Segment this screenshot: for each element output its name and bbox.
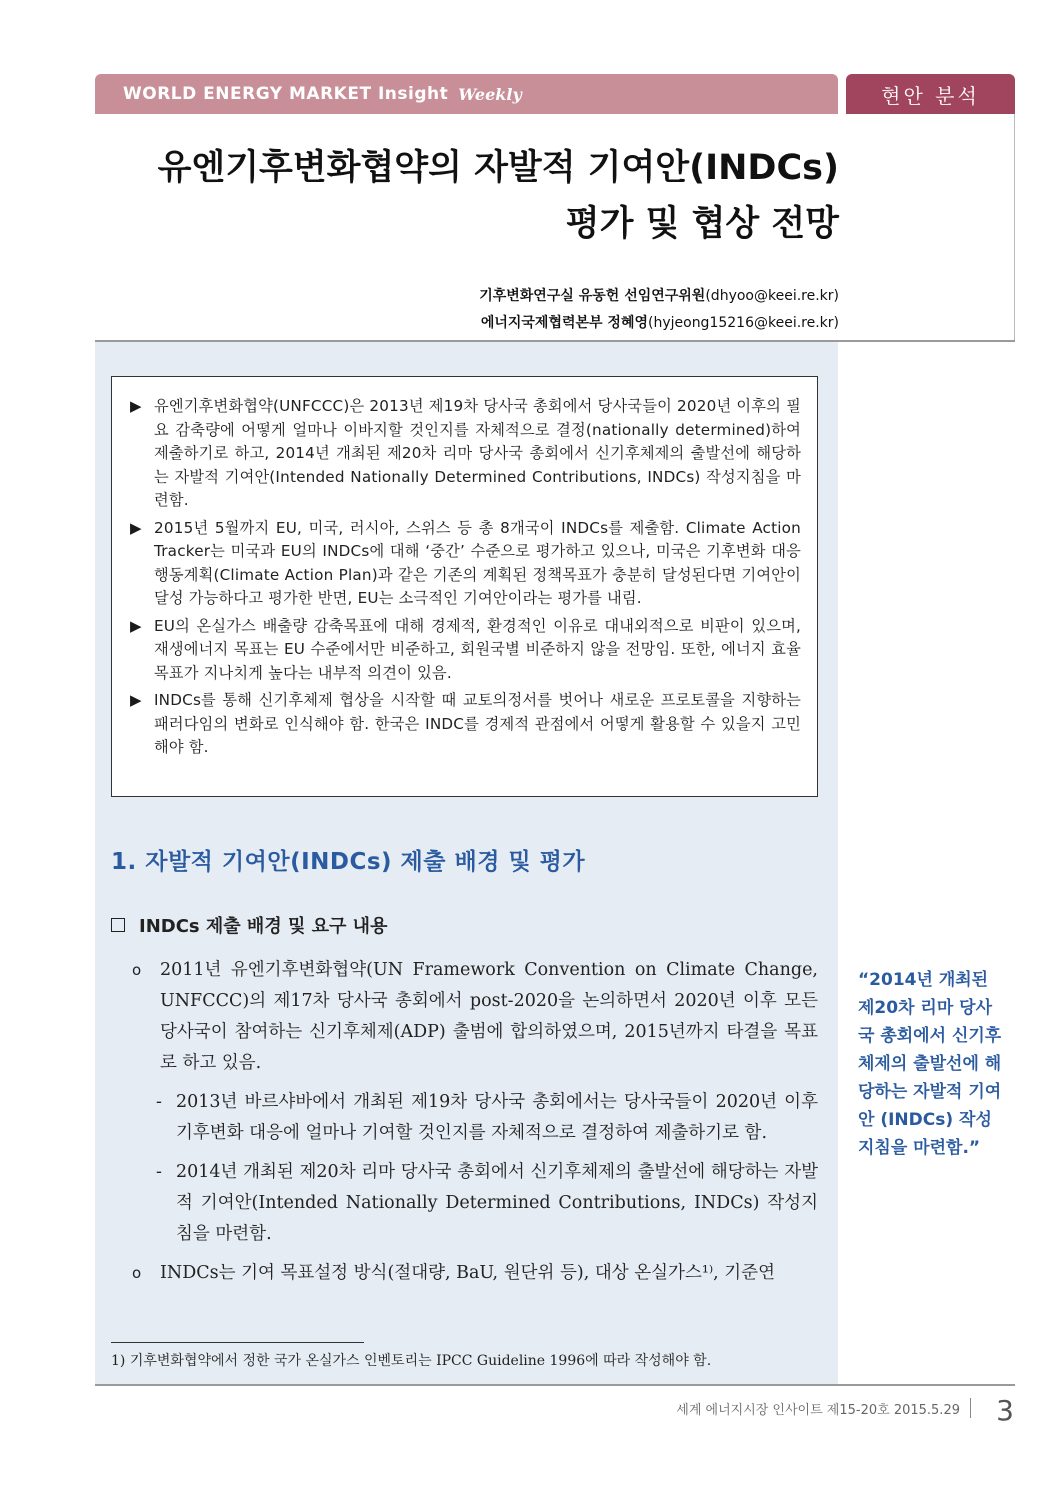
- title-line-1: 유엔기후변화협약의 자발적 기여안(INDCs): [157, 148, 839, 188]
- dash-bullet-icon: -: [156, 1092, 162, 1112]
- triangle-bullet-icon: ▶: [130, 691, 142, 709]
- body-bullet-text: 2011년 유엔기후변화협약(UN Framework Convention on Climate Change, UNFCCC)의 제17차 당사국 총회에서 post-2020을 논의하면서 2020년 이후 모든 당사국이 참여하는 신기후체제(ADP) 출범에 합의하였으며, 2015년까지 타결을 목표로 하고 있음.: [160, 960, 818, 1073]
- section-tab: 현안 분석: [846, 74, 1015, 114]
- footer-separator: [970, 1398, 971, 1418]
- author-2: [479, 310, 839, 337]
- author-2-email: (hyjeong15216@keei.re.kr): [648, 315, 839, 331]
- body-text: [132, 955, 818, 1289]
- brand-weekly: Weekly: [458, 84, 522, 104]
- circle-bullet-icon: o: [132, 961, 142, 979]
- body-sub-bullet: [156, 1087, 818, 1149]
- pull-quote: “2014년 개최된 제20차 리마 당사국 총회에서 신기후체제의 출발선에 해당하는 자발적 기여안 (INDCs) 작성지침을 마련함.”: [858, 970, 1002, 1158]
- body-sub-bullet: [156, 1157, 818, 1250]
- body-bullet: [132, 955, 818, 1079]
- triangle-bullet-icon: ▶: [130, 616, 142, 635]
- section-heading: 1. 자발적 기여안(INDCs) 제출 배경 및 평가: [111, 849, 586, 875]
- triangle-bullet-icon: ▶: [130, 518, 142, 537]
- author-1-name: 기후변화연구실 유동헌 선임연구위원: [479, 288, 706, 304]
- summary-text: 2015년 5월까지 EU, 미국, 러시아, 스위스 등 총 8개국이 INDCs를 제출함. Climate Action Tracker는 미국과 EU의 INDCs에 대해 ‘중간’ 수준으로 평가하고 있으나, 미국은 기후변화 대응 행동계획(Climate Action Plan)과 같은 기존의 계획된 정책목표가 충분히 달성된다면 기여안이 달성 가능하다고 평가한 반면, EU는 소극적인 기여안이라는 평가를 내림.: [154, 518, 801, 607]
- summary-item: [130, 517, 801, 611]
- body-sub-text: 2014년 개최된 제20차 리마 당사국 총회에서 신기후체제의 출발선에 해당하는 자발적 기여안(Intended Nationally Determined Contributions, INDCs) 작성지침을 마련함.: [176, 1162, 818, 1244]
- body-bullet-text: INDCs는 기여 목표설정 방식(절대량, BaU, 원단위 등), 대상 온실가스¹⁾, 기준연: [160, 1263, 775, 1283]
- summary-text: EU의 온실가스 배출량 감축목표에 대해 경제적, 환경적인 이유로 대내외적으로 비판이 있으며, 재생에너지 목표는 EU 수준에서만 비준하고, 회원국별 비준하지 않을 전망임. 또한, 에너지 효율 목표가 지나치게 높다는 내부적 의견이 있음.: [154, 616, 801, 682]
- summary-item: [130, 395, 801, 513]
- subsection-heading-text: INDCs 제출 배경 및 요구 내용: [139, 916, 388, 937]
- square-bullet-icon: [111, 918, 125, 932]
- summary-text: INDCs를 통해 신기후체제 협상을 시작할 때 교토의정서를 벗어나 새로운 프로토콜을 지향하는 패러다임의 변화로 인식해야 함. 한국은 INDC를 경제적 관점에서 어떻게 활용할 수 있을지 고민해야 함.: [154, 691, 801, 756]
- footnote: 1) 기후변화협약에서 정한 국가 온실가스 인벤토리는 IPCC Guideline 1996에 따라 작성해야 함.: [111, 1353, 712, 1369]
- title-line-2: 평가 및 협상 전망: [565, 204, 839, 244]
- subsection-heading: [111, 912, 387, 938]
- summary-text: 유엔기후변화협약(UNFCCC)은 2013년 제19차 당사국 총회에서 당사국들이 2020년 이후의 필요 감축량에 어떻게 얼마나 이바지할 것인지를 자체적으로 결정(nationally determined)하여 제출하기로 하고, 2014년 개최된 제20차 리마 당사국 총회에서 신기후체제의 출발선에 해당하는 자발적 기여안(Intended Nationally Determined Contributions, INDCs) 작성지침을 마련함.: [154, 397, 801, 509]
- bottom-rule: [95, 1384, 1015, 1386]
- body-bullet: [132, 1258, 818, 1289]
- article-title: [158, 140, 839, 252]
- summary-item: [130, 615, 801, 686]
- author-1-email: (dhyoo@keei.re.kr): [705, 288, 839, 304]
- summary-item: [130, 689, 801, 760]
- header-bar: [95, 74, 838, 114]
- author-2-name: 에너지국제협력본부 정혜영: [480, 315, 648, 331]
- dash-bullet-icon: -: [156, 1162, 162, 1182]
- authors: [479, 283, 839, 337]
- brand-title: WORLD ENERGY MARKET Insight: [123, 84, 449, 104]
- circle-bullet-icon: o: [132, 1264, 142, 1282]
- footnote-rule: [111, 1342, 364, 1343]
- footer: [676, 1398, 981, 1418]
- author-1: [479, 283, 839, 310]
- publication-info: 세계 에너지시장 인사이트 제15-20호 2015.5.29: [676, 1402, 960, 1418]
- page-number: 3: [996, 1394, 1014, 1427]
- summary-box: [111, 376, 818, 797]
- sidebar-background: [846, 342, 1015, 1384]
- body-sub-text: 2013년 바르샤바에서 개최된 제19차 당사국 총회에서는 당사국들이 2020년 이후 기후변화 대응에 얼마나 기여할 것인지를 자체적으로 결정하여 제출하기로 함.: [176, 1092, 818, 1143]
- triangle-bullet-icon: ▶: [130, 397, 142, 415]
